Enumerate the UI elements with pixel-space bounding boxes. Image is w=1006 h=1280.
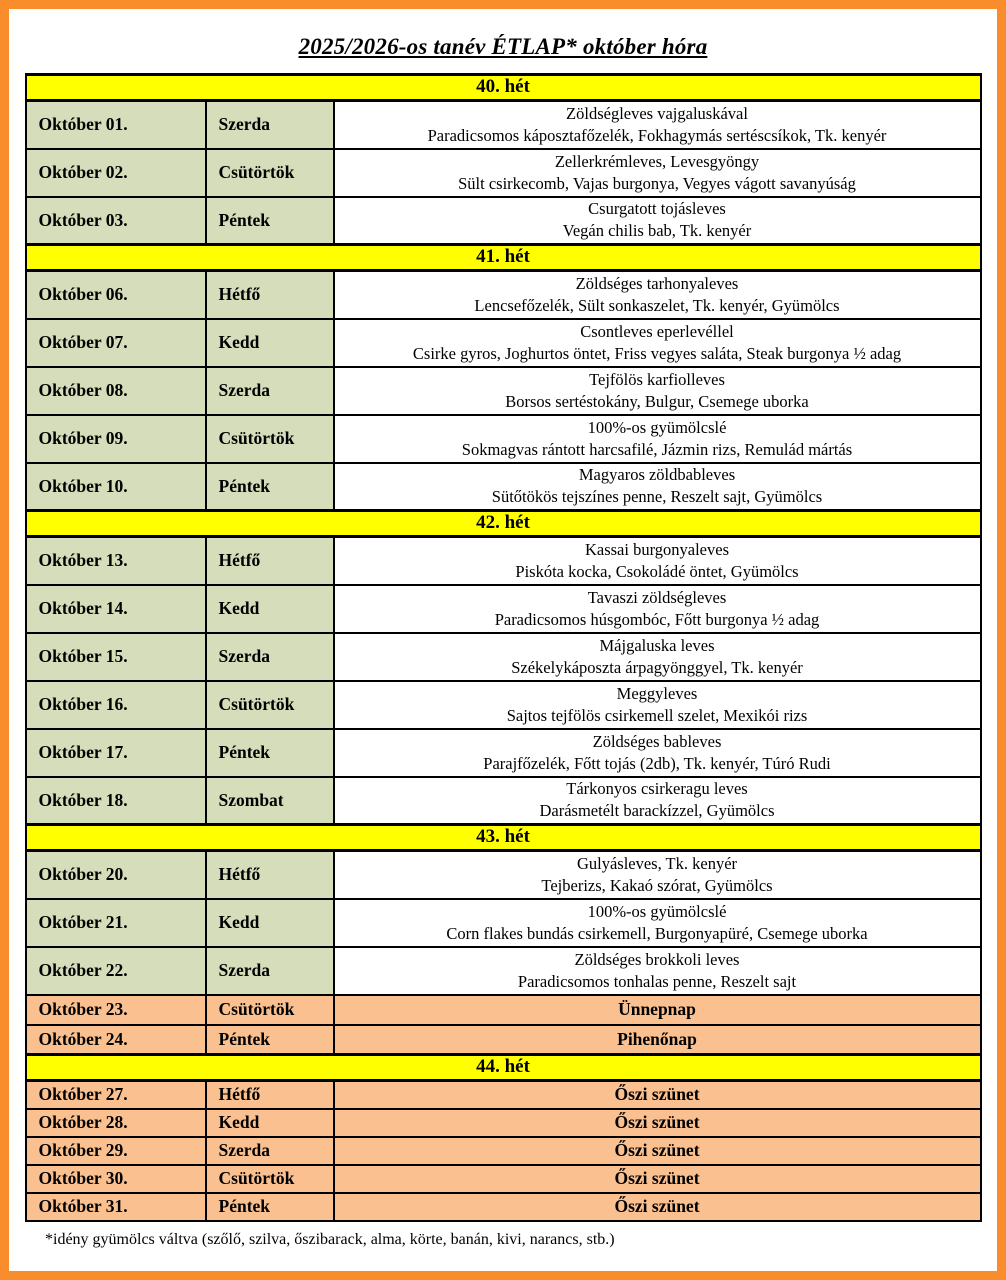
weekday-cell: Csütörtök bbox=[206, 681, 334, 729]
menu-line-2: Sajtos tejfölös csirkemell szelet, Mexikói rizs bbox=[506, 705, 808, 725]
date-cell: Október 27. bbox=[26, 1081, 206, 1109]
menu-line-1: Csurgatott tojásleves bbox=[588, 199, 726, 219]
menu-table-body bbox=[26, 75, 981, 1221]
menu-line-1: Őszi szünet bbox=[614, 1139, 700, 1160]
menu-cell bbox=[334, 149, 981, 197]
menu-line-2: Tejberizs, Kakaó szórat, Gyümölcs bbox=[541, 875, 773, 895]
menu-cell bbox=[334, 1137, 981, 1165]
menu-cell bbox=[334, 415, 981, 463]
menu-line-1: Tárkonyos csirkeragu leves bbox=[566, 779, 748, 799]
date-cell: Október 02. bbox=[26, 149, 206, 197]
menu-line-1: 100%-os gyümölcslé bbox=[587, 417, 727, 437]
menu-day-row bbox=[26, 585, 981, 633]
date-cell: Október 24. bbox=[26, 1025, 206, 1055]
date-cell: Október 09. bbox=[26, 415, 206, 463]
weekday-cell: Csütörtök bbox=[206, 149, 334, 197]
menu-line-1: Kassai burgonyaleves bbox=[584, 539, 730, 559]
menu-line-1: Májgaluska leves bbox=[599, 635, 715, 655]
menu-line-2: Darásmetélt barackízzel, Gyümölcs bbox=[539, 801, 775, 821]
menu-day-row bbox=[26, 1081, 981, 1109]
weekday-cell: Kedd bbox=[206, 319, 334, 367]
menu-line-1: Zöldségleves vajgaluskával bbox=[566, 103, 748, 123]
menu-day-row bbox=[26, 537, 981, 585]
date-cell: Október 28. bbox=[26, 1109, 206, 1137]
menu-day-row bbox=[26, 101, 981, 149]
menu-cell bbox=[334, 777, 981, 825]
date-cell: Október 29. bbox=[26, 1137, 206, 1165]
weekday-cell: Kedd bbox=[206, 1109, 334, 1137]
menu-line-2: Corn flakes bundás csirkemell, Burgonyapüré, Csemege uborka bbox=[446, 923, 868, 943]
menu-cell bbox=[334, 463, 981, 511]
menu-line-1: Őszi szünet bbox=[614, 1111, 700, 1132]
menu-line-2: Paradicsomos káposztafőzelék, Fokhagymás sertéscsíkok, Tk. kenyér bbox=[427, 125, 887, 145]
menu-day-row bbox=[26, 149, 981, 197]
weekday-cell: Szombat bbox=[206, 777, 334, 825]
date-cell: Október 06. bbox=[26, 271, 206, 319]
menu-line-2: Borsos sertéstokány, Bulgur, Csemege uborka bbox=[505, 391, 809, 411]
week-header-row bbox=[26, 75, 981, 101]
date-cell: Október 15. bbox=[26, 633, 206, 681]
menu-cell bbox=[334, 1165, 981, 1193]
menu-day-row bbox=[26, 1025, 981, 1055]
week-label: 44. hét bbox=[26, 1055, 981, 1081]
menu-cell bbox=[334, 633, 981, 681]
menu-day-row bbox=[26, 1193, 981, 1221]
menu-day-row bbox=[26, 463, 981, 511]
menu-day-row bbox=[26, 681, 981, 729]
menu-cell bbox=[334, 367, 981, 415]
weekday-cell: Kedd bbox=[206, 585, 334, 633]
date-cell: Október 31. bbox=[26, 1193, 206, 1221]
menu-day-row bbox=[26, 197, 981, 245]
weekday-cell: Hétfő bbox=[206, 851, 334, 899]
date-cell: Október 08. bbox=[26, 367, 206, 415]
date-cell: Október 07. bbox=[26, 319, 206, 367]
weekday-cell: Hétfő bbox=[206, 271, 334, 319]
menu-cell bbox=[334, 947, 981, 995]
menu-line-1: Gulyásleves, Tk. kenyér bbox=[576, 853, 738, 873]
menu-cell bbox=[334, 681, 981, 729]
weekday-cell: Péntek bbox=[206, 463, 334, 511]
week-header-row bbox=[26, 825, 981, 851]
menu-line-2: Székelykáposzta árpagyönggyel, Tk. kenyér bbox=[511, 657, 803, 677]
page-title: 2025/2026-os tanév ÉTLAP* október hóra bbox=[298, 34, 708, 59]
menu-line-2: Lencsefőzelék, Sült sonkaszelet, Tk. kenyér, Gyümölcs bbox=[474, 295, 840, 315]
menu-line-1: Pihenőnap bbox=[617, 1028, 697, 1049]
menu-cell bbox=[334, 1109, 981, 1137]
weekday-cell: Péntek bbox=[206, 197, 334, 245]
menu-line-2: Parajfőzelék, Főtt tojás (2db), Tk. kenyér, Túró Rudi bbox=[483, 753, 831, 773]
menu-day-row bbox=[26, 777, 981, 825]
weekday-cell: Szerda bbox=[206, 1137, 334, 1165]
date-cell: Október 20. bbox=[26, 851, 206, 899]
date-cell: Október 30. bbox=[26, 1165, 206, 1193]
menu-line-2: Piskóta kocka, Csokoládé öntet, Gyümölcs bbox=[515, 561, 799, 581]
week-label: 41. hét bbox=[26, 245, 981, 271]
menu-day-row bbox=[26, 633, 981, 681]
weekday-cell: Kedd bbox=[206, 899, 334, 947]
menu-day-row bbox=[26, 899, 981, 947]
menu-day-row bbox=[26, 271, 981, 319]
menu-line-2: Vegán chilis bab, Tk. kenyér bbox=[562, 221, 752, 241]
menu-cell bbox=[334, 851, 981, 899]
menu-line-1: 100%-os gyümölcslé bbox=[587, 901, 727, 921]
week-label: 43. hét bbox=[26, 825, 981, 851]
menu-line-1: Zöldséges brokkoli leves bbox=[574, 949, 740, 969]
menu-line-1: Meggyleves bbox=[616, 683, 698, 703]
menu-line-1: Zellerkrémleves, Levesgyöngy bbox=[554, 151, 760, 171]
menu-line-1: Őszi szünet bbox=[614, 1167, 700, 1188]
menu-day-row bbox=[26, 415, 981, 463]
menu-cell bbox=[334, 995, 981, 1025]
menu-line-1: Tejfölös karfiolleves bbox=[589, 369, 725, 389]
weekday-cell: Szerda bbox=[206, 633, 334, 681]
menu-line-1: Zöldséges bableves bbox=[592, 731, 722, 751]
menu-day-row bbox=[26, 729, 981, 777]
menu-day-row bbox=[26, 367, 981, 415]
menu-line-1: Ünnepnap bbox=[618, 998, 696, 1019]
menu-cell bbox=[334, 899, 981, 947]
menu-cell bbox=[334, 101, 981, 149]
date-cell: Október 13. bbox=[26, 537, 206, 585]
menu-day-row bbox=[26, 947, 981, 995]
menu-line-2: Sokmagvas rántott harcsafilé, Jázmin rizs, Remulád mártás bbox=[461, 439, 853, 459]
menu-line-1: Őszi szünet bbox=[614, 1195, 700, 1216]
menu-line-1: Zöldséges tarhonyaleves bbox=[575, 273, 739, 293]
menu-day-row bbox=[26, 1165, 981, 1193]
menu-line-2: Sült csirkecomb, Vajas burgonya, Vegyes vágott savanyúság bbox=[458, 173, 856, 193]
menu-day-row bbox=[26, 1109, 981, 1137]
menu-table bbox=[25, 73, 982, 1222]
weekday-cell: Péntek bbox=[206, 1193, 334, 1221]
menu-line-1: Tavaszi zöldségleves bbox=[587, 587, 727, 607]
weekday-cell: Szerda bbox=[206, 367, 334, 415]
menu-day-row bbox=[26, 319, 981, 367]
menu-day-row bbox=[26, 995, 981, 1025]
menu-line-2: Paradicsomos tonhalas penne, Reszelt sajt bbox=[517, 971, 797, 991]
date-cell: Október 18. bbox=[26, 777, 206, 825]
menu-line-2: Csirke gyros, Joghurtos öntet, Friss vegyes saláta, Steak burgonya ½ adag bbox=[412, 343, 902, 363]
menu-cell bbox=[334, 319, 981, 367]
weekday-cell: Szerda bbox=[206, 101, 334, 149]
weekday-cell: Hétfő bbox=[206, 537, 334, 585]
date-cell: Október 10. bbox=[26, 463, 206, 511]
menu-cell bbox=[334, 1193, 981, 1221]
date-cell: Október 23. bbox=[26, 995, 206, 1025]
week-header-row bbox=[26, 511, 981, 537]
menu-cell bbox=[334, 1025, 981, 1055]
menu-cell bbox=[334, 729, 981, 777]
menu-day-row bbox=[26, 1137, 981, 1165]
menu-line-1: Őszi szünet bbox=[614, 1084, 700, 1105]
date-cell: Október 16. bbox=[26, 681, 206, 729]
menu-cell bbox=[334, 1081, 981, 1109]
week-label: 42. hét bbox=[26, 511, 981, 537]
menu-cell bbox=[334, 537, 981, 585]
menu-line-1: Magyaros zöldbableves bbox=[578, 465, 736, 485]
menu-cell bbox=[334, 585, 981, 633]
menu-line-1: Csontleves eperlevéllel bbox=[580, 321, 734, 341]
menu-line-2: Paradicsomos húsgombóc, Főtt burgonya ½ adag bbox=[494, 609, 820, 629]
date-cell: Október 17. bbox=[26, 729, 206, 777]
menu-day-row bbox=[26, 851, 981, 899]
date-cell: Október 14. bbox=[26, 585, 206, 633]
weekday-cell: Csütörtök bbox=[206, 995, 334, 1025]
menu-cell bbox=[334, 197, 981, 245]
menu-line-2: Sütőtökös tejszínes penne, Reszelt sajt, Gyümölcs bbox=[491, 487, 823, 507]
weekday-cell: Péntek bbox=[206, 1025, 334, 1055]
weekday-cell: Csütörtök bbox=[206, 1165, 334, 1193]
week-label: 40. hét bbox=[26, 75, 981, 101]
date-cell: Október 22. bbox=[26, 947, 206, 995]
date-cell: Október 01. bbox=[26, 101, 206, 149]
weekday-cell: Szerda bbox=[206, 947, 334, 995]
menu-cell bbox=[334, 271, 981, 319]
weekday-cell: Péntek bbox=[206, 729, 334, 777]
date-cell: Október 03. bbox=[26, 197, 206, 245]
week-header-row bbox=[26, 245, 981, 271]
date-cell: Október 21. bbox=[26, 899, 206, 947]
weekday-cell: Csütörtök bbox=[206, 415, 334, 463]
weekday-cell: Hétfő bbox=[206, 1081, 334, 1109]
week-header-row bbox=[26, 1055, 981, 1081]
footnote-seasonal-fruit: *idény gyümölcs váltva (szőlő, szilva, őszibarack, alma, körte, banán, kivi, narancs, stb.) bbox=[45, 1230, 615, 1248]
